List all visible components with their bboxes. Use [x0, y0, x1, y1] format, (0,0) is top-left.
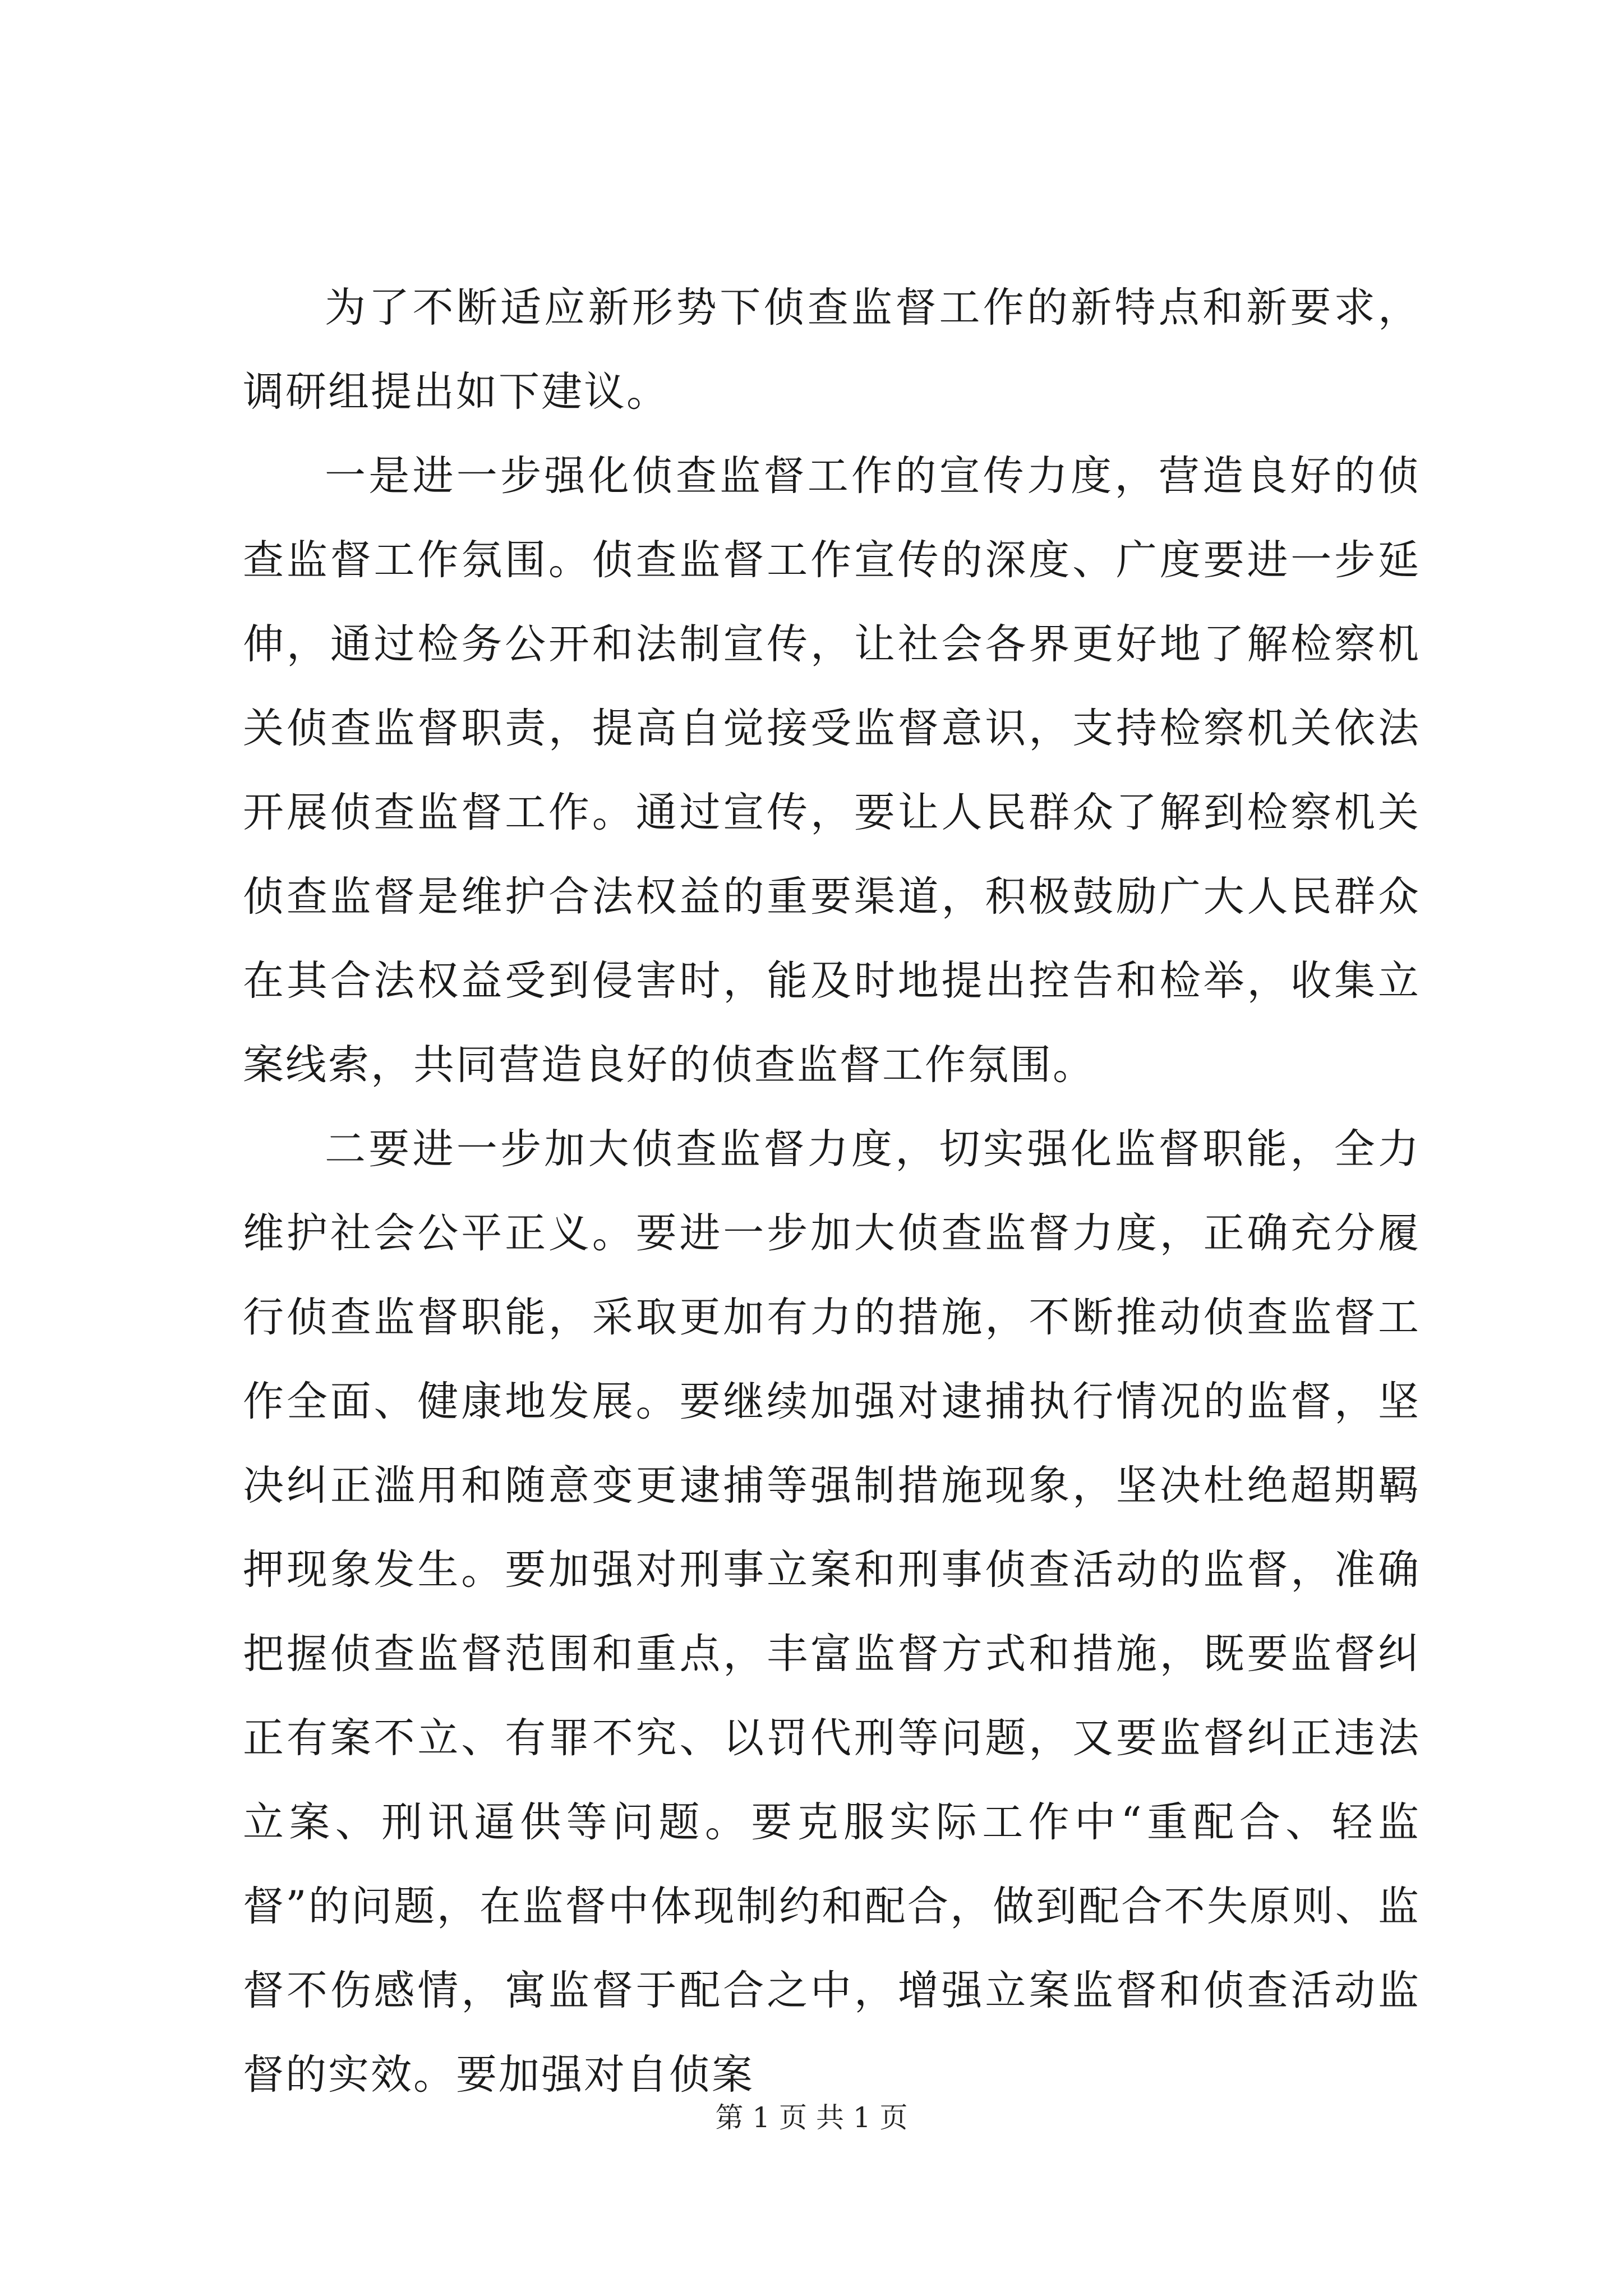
paragraph-suggestion-one: 一是进一步强化侦查监督工作的宣传力度，营造良好的侦查监督工作氛围。侦查监督工作宣传的深度、广度要进一步延伸，通过检务公开和法制宣传，让社会各界更好地了解检察机关侦查监督职责，提高自觉接受监督意识，支持检察机关依法开展侦查监督工作。通过宣传，要让人民群众了解到检察机关侦查监督是维护合法权益的重要渠道，积极鼓励广大人民群众在其合法权益受到侵害时，能及时地提出控告和检举，收集立案线索，共同营造良好的侦查监督工作氛围。: [243, 452, 1421, 1089]
paragraph-intro: 为了不断适应新形势下侦查监督工作的新特点和新要求，调研组提出如下建议。: [243, 284, 1421, 416]
document-body: [243, 266, 1421, 2117]
page-footer: 第 1 页 共 1 页: [715, 2101, 908, 2134]
paragraph-suggestion-two: 二要进一步加大侦查监督力度，切实强化监督职能，全力维护社会公平正义。要进一步加大侦查监督力度，正确充分履行侦查监督职能，采取更加有力的措施，不断推动侦查监督工作全面、健康地发展。要继续加强对逮捕执行情况的监督，坚决纠正滥用和随意变更逮捕等强制措施现象，坚决杜绝超期羁押现象发生。要加强对刑事立案和刑事侦查活动的监督，准确把握侦查监督范围和重点，丰富监督方式和措施，既要监督纠正有案不立、有罪不究、以罚代刑等问题，又要监督纠正违法立案、刑讯逼供等问题。要克服实际工作中“重配合、轻监督”的问题，在监督中体现制约和配合，做到配合不失原则、监督不伤感情，寓监督于配合之中，增强立案监督和侦查活动监督的实效。要加强对自侦案: [243, 1125, 1421, 2099]
